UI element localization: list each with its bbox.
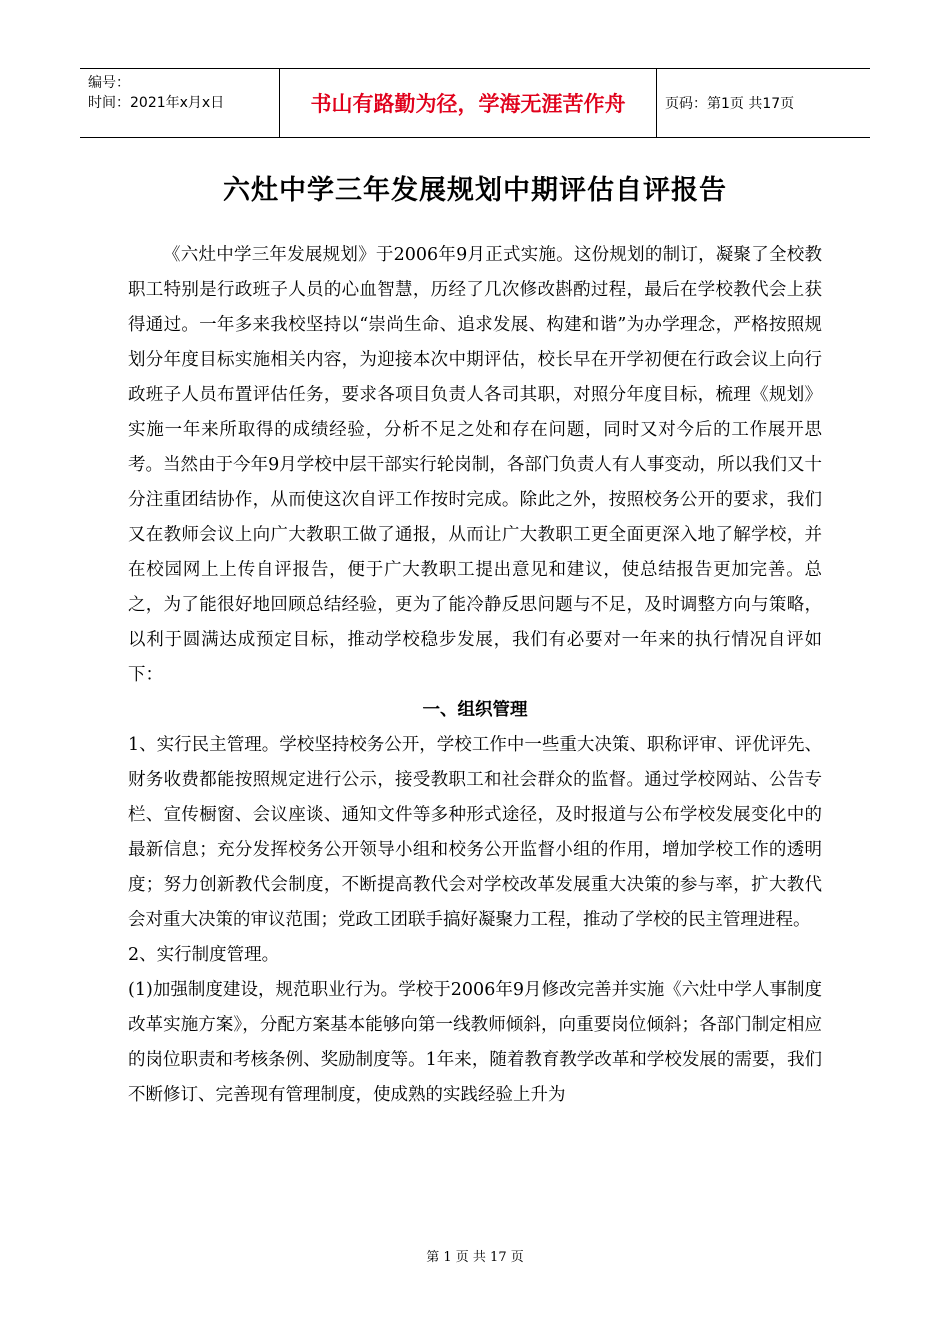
page-header (80, 68, 870, 138)
paragraph-system-management: 2、实行制度管理。 (128, 945, 280, 965)
paragraph-democratic-management: 1、实行民主管理。学校坚持校务公开，学校工作中一些重大决策、职称评审、评优评先、财务收费都能按照规定进行公示，接受教职工和社会群众的监督。通过学校网站、公告专栏、宣传橱窗、会议座谈、通知文件等多种形式途径，及时报道与公布学校发展变化中的最新信息；充分发挥校务公开领导小组和校务公开监督小组的作用，增加学校工作的透明度；努力创新教代会制度，不断提高教代会对学校改革发展重大决策的参与率，扩大教代会对重大决策的审议范围；党政工团联手搞好凝聚力工程，推动了学校的民主管理进程。 (128, 735, 822, 930)
section-heading: 一、组织管理 (422, 700, 528, 720)
number-label: 编号： (88, 75, 130, 91)
intro-paragraph: 《六灶中学三年发展规划》于2006年9月正式实施。这份规划的制订，凝聚了全校教职工特别是行政班子人员的心血智慧，历经了几次修改斟酌过程，最后在学校教代会上获得通过。一年多来我校坚持以“崇尚生命、追求发展、构建和谐”为办学理念，严格按照规划分年度目标实施相关内容，为迎接本次中期评估，校长早在开学初便在行政会议上向行政班子人员布置评估任务，要求各项目负责人各司其职，对照分年度目标，梳理《规划》实施一年来所取得的成绩经验，分析不足之处和存在问题，同时又对今后的工作展开思考。当然由于今年9月学校中层干部实行轮岗制，各部门负责人有人事变动，所以我们又十分注重团结协作，从而使这次自评工作按时完成。除此之外，按照校务公开的要求，我们又在教师会议上向广大教职工做了通报，从而让广大教职工更全面更深入地了解学校，并在校园网上上传自评报告，便于广大教职工提出意见和建议，使总结报告更加完善。总之，为了能很好地回顾总结经验，更为了能冷静反思问题与不足，及时调整方向与策略，以利于圆满达成预定目标，推动学校稳步发展，我们有必要对一年来的执行情况自评如下： (128, 245, 822, 685)
header-page-info: 页码：第1页 共17页 (665, 96, 795, 112)
time-label: 时间：2021年x月x日 (88, 95, 225, 111)
header-motto: 书山有路勤为径，学海无涯苦作舟 (280, 69, 657, 137)
page-footer: 第 1 页 共 17 页 (426, 1250, 524, 1265)
paragraph-system-building: (1)加强制度建设，规范职业行为。学校于2006年9月修改完善并实施《六灶中学人事制度改革实施方案》，分配方案基本能够向第一线教师倾斜，向重要岗位倾斜；各部门制定相应的岗位职责和考核条例、奖励制度等。1年来，随着教育教学改革和学校发展的需要，我们不断修订、完善现有管理制度，使成熟的实践经验上升为 (128, 980, 822, 1105)
document-body (128, 238, 822, 1113)
header-meta (80, 69, 280, 137)
document-title: 六灶中学三年发展规划中期评估自评报告 (223, 175, 727, 206)
